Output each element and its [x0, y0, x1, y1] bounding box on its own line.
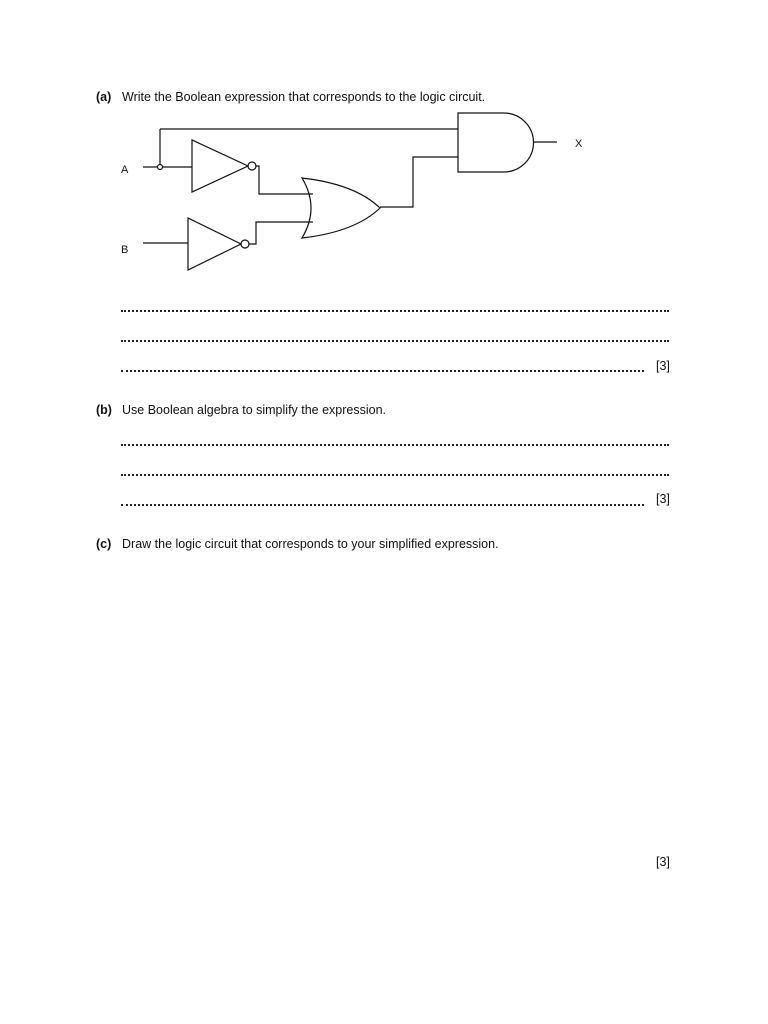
- answer-line-a3[interactable]: [121, 370, 644, 372]
- wire-or-to-and: [380, 157, 458, 207]
- not-gate-a: [192, 140, 248, 192]
- answer-line-b1[interactable]: [121, 444, 669, 446]
- question-c-text: Draw the logic circuit that corresponds to your simplified expression.: [122, 537, 499, 551]
- marks-b: [3]: [656, 492, 670, 506]
- not-gate-b: [188, 218, 241, 270]
- answer-line-a2[interactable]: [121, 340, 669, 342]
- question-b: [96, 402, 386, 418]
- or-gate: [302, 178, 380, 238]
- not-gate-b-bubble: [241, 240, 249, 248]
- question-c-label: (c): [96, 537, 112, 551]
- drawing-area[interactable]: [96, 560, 676, 850]
- question-c: [96, 536, 499, 552]
- not-gate-a-bubble: [248, 162, 256, 170]
- input-b-label: B: [121, 244, 129, 256]
- wire-not-b-to-or: [249, 222, 313, 244]
- and-gate: [458, 113, 534, 172]
- question-b-label: (b): [96, 403, 112, 417]
- marks-c: [3]: [656, 855, 670, 869]
- question-a-label: (a): [96, 90, 112, 104]
- input-a-label: A: [121, 164, 129, 176]
- question-b-text: Use Boolean algebra to simplify the expression.: [122, 403, 387, 417]
- wire-not-a-to-or: [256, 166, 313, 194]
- question-a-text: Write the Boolean expression that corresponds to the logic circuit.: [122, 90, 486, 104]
- answer-line-b3[interactable]: [121, 504, 644, 506]
- logic-circuit-diagram: [0, 0, 768, 300]
- junction-dot: [158, 165, 163, 170]
- answer-line-b2[interactable]: [121, 474, 669, 476]
- output-x-label: X: [575, 138, 583, 150]
- marks-a: [3]: [656, 359, 670, 373]
- answer-line-a1[interactable]: [121, 310, 669, 312]
